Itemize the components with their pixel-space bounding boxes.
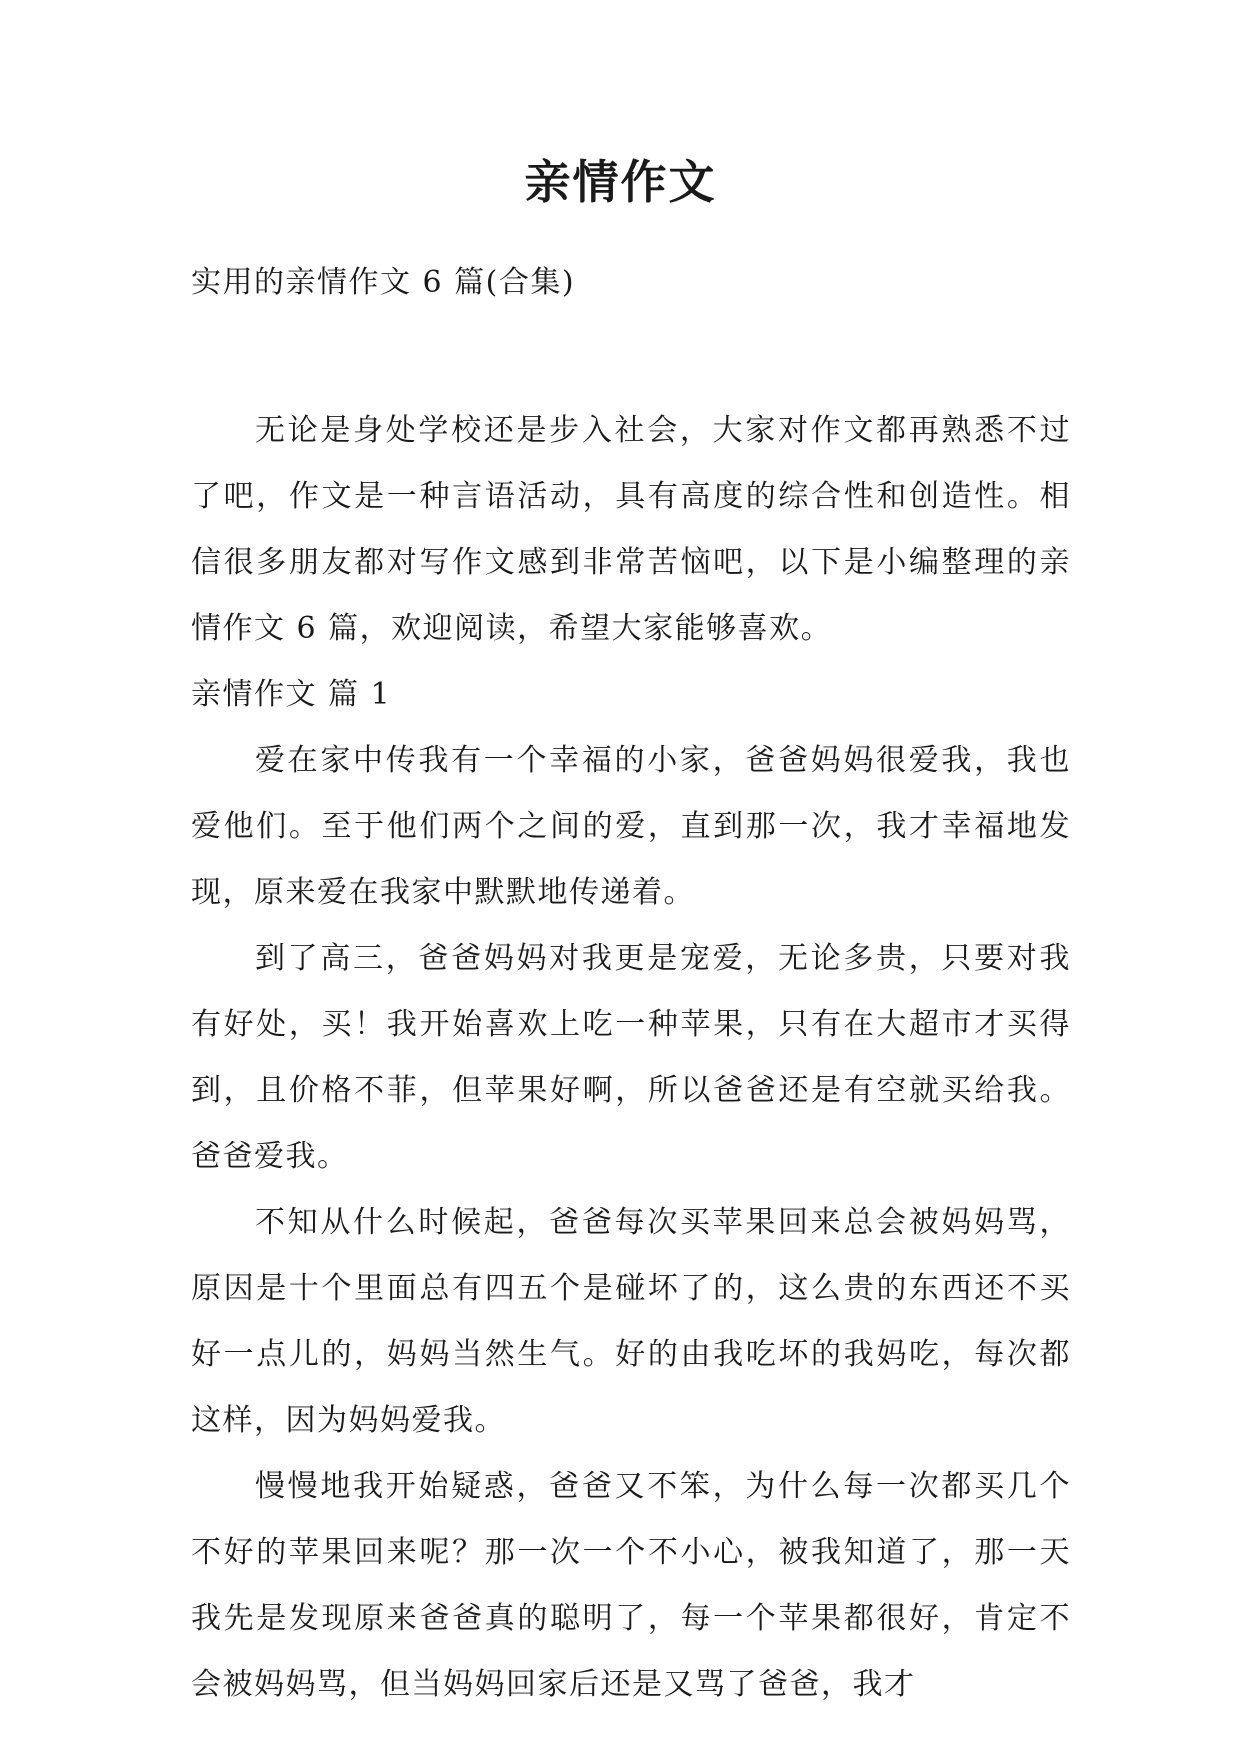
intro-paragraph: 无论是身处学校还是步入社会，大家对作文都再熟悉不过了吧，作文是一种言语活动，具有高度的综合性和创造性。相信很多朋友都对写作文感到非常苦恼吧，以下是小编整理的亲情作文 6 篇，欢迎阅读，希望大家能够喜欢。 [191, 413, 1071, 646]
document-subtitle: 实用的亲情作文 6 篇(合集) [191, 265, 576, 300]
body-paragraph: 到了高三，爸爸妈妈对我更是宠爱，无论多贵，只要对我有好处，买！我开始喜欢上吃一种苹果，只有在大超市才买得到，且价格不菲，但苹果好啊，所以爸爸还是有空就买给我。爸爸爱我。 [191, 941, 1071, 1174]
section-heading: 亲情作文 篇 1 [191, 677, 392, 712]
body-paragraph: 慢慢地我开始疑惑，爸爸又不笨，为什么每一次都买几个不好的苹果回来呢？那一次一个不小心，被我知道了，那一天我先是发现原来爸爸真的聪明了，每一个苹果都很好，肯定不会被妈妈骂，但当妈妈回家后还是又骂了爸爸，我才 [191, 1469, 1071, 1702]
body-paragraph: 不知从什么时候起，爸爸每次买苹果回来总会被妈妈骂，原因是十个里面总有四五个是碰坏了的，这么贵的东西还不买好一点儿的，妈妈当然生气。好的由我吃坏的我妈吃，每次都这样，因为妈妈爱我。 [191, 1205, 1071, 1438]
document-title: 亲情作文 [524, 155, 717, 209]
body-paragraph: 爱在家中传我有一个幸福的小家，爸爸妈妈很爱我，我也爱他们。至于他们两个之间的爱，直到那一次，我才幸福地发现，原来爱在我家中默默地传递着。 [191, 743, 1071, 910]
document-body [191, 398, 1071, 1718]
